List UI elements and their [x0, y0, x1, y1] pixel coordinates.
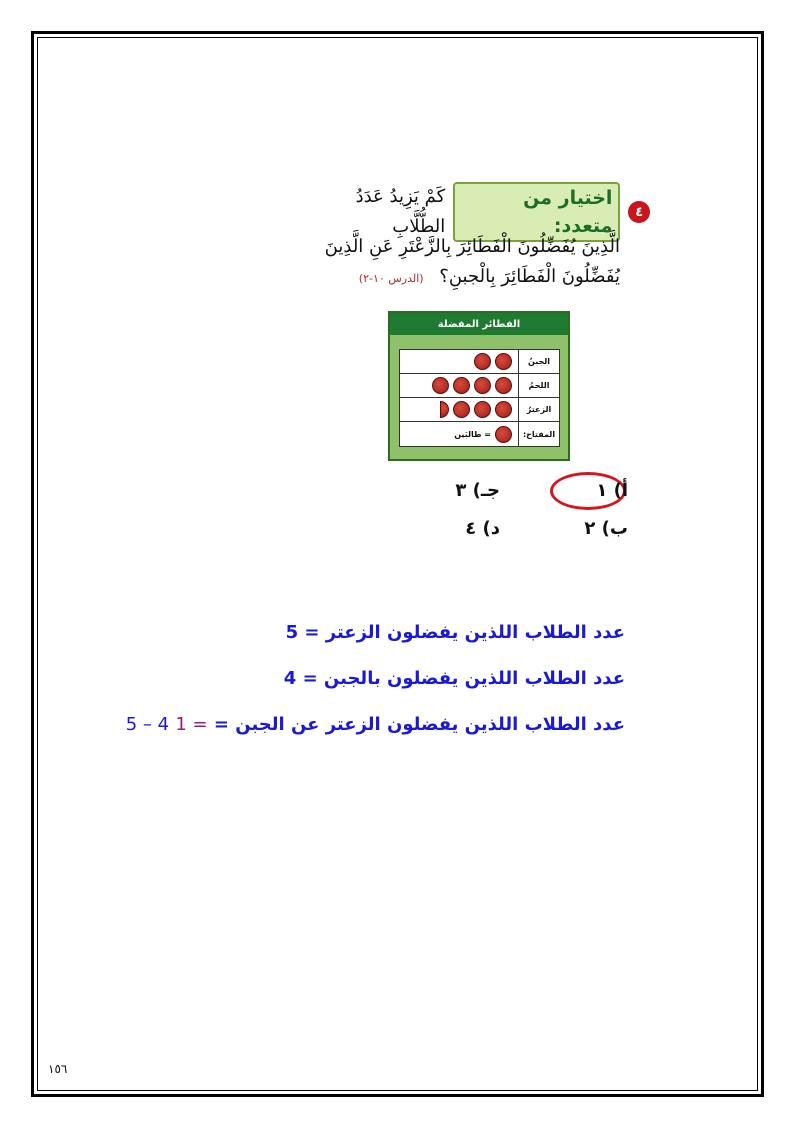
pie-icon	[495, 426, 512, 443]
answer-d[interactable]: د) ٤	[465, 518, 500, 539]
pictograph-table	[399, 349, 560, 447]
page-number: ١٥٦	[48, 1062, 68, 1076]
pie-icon	[474, 401, 491, 418]
solution-text: عدد الطلاب اللذين يفضلون الزعتر =	[298, 622, 625, 643]
row-label: الجبنُ	[518, 350, 559, 373]
pie-icon	[432, 377, 449, 394]
pie-icon	[474, 353, 491, 370]
row-label: اللحمُ	[518, 374, 559, 397]
question-number-badge: ٤	[628, 201, 650, 223]
answer-c[interactable]: جـ) ٣	[455, 480, 500, 501]
solution-text: عدد الطلاب اللذين يفضلون بالجبن =	[296, 668, 625, 689]
solution-line-2	[284, 668, 625, 689]
answer-a[interactable]: أ) ١	[596, 480, 628, 501]
solution-line-1	[286, 622, 625, 643]
half-pie-icon	[440, 401, 449, 418]
solution-result: 1 =	[175, 714, 208, 735]
pictograph-row-meat	[400, 374, 559, 398]
lesson-reference: (الدرس ١٠-٢)	[358, 272, 424, 285]
pie-icon	[453, 401, 470, 418]
pie-icon	[495, 377, 512, 394]
key-content	[454, 426, 518, 443]
pictograph-row-cheese	[400, 350, 559, 374]
solution-value: 5	[285, 622, 299, 643]
solution-expression: 5 – 4	[125, 714, 170, 735]
question-line-2: الَّذِينَ يُفَضِّلُونَ الْفَطَائِرَ بِالزَّعْتَرِ عَنِ الَّذِينَ	[324, 236, 620, 257]
row-label: الزعترُ	[518, 398, 559, 421]
pictograph	[388, 311, 570, 461]
answer-b[interactable]: ب) ٢	[584, 518, 628, 539]
pie-icon	[474, 377, 491, 394]
row-icons	[474, 353, 518, 370]
key-value: = طالبَين	[454, 429, 491, 439]
solution-text: عدد الطلاب اللذين يفضلون الزعتر عن الجبن =	[207, 714, 625, 735]
question-type-tag: اختيار من متعدد:	[453, 182, 620, 242]
question-line-3: يُفَضِّلُونَ الْفَطَائِرَ بِالْجبنِ؟	[439, 266, 620, 287]
row-icons	[440, 401, 518, 418]
pie-icon	[495, 401, 512, 418]
pie-icon	[453, 377, 470, 394]
row-icons	[432, 377, 518, 394]
key-label: المفتاح:	[518, 422, 559, 446]
pictograph-row-thyme	[400, 398, 559, 422]
pictograph-key-row	[400, 422, 559, 446]
pictograph-title: الفطائر المفضلة	[390, 313, 568, 335]
question-line-3-wrap	[300, 262, 650, 294]
question-block	[300, 186, 650, 294]
pie-icon	[495, 353, 512, 370]
question-line-1: كَمْ يَزِيدُ عَدَدُ الطُّلَّابِ	[355, 186, 446, 237]
solution-value: 4	[283, 668, 297, 689]
solution-line-3	[126, 714, 625, 735]
